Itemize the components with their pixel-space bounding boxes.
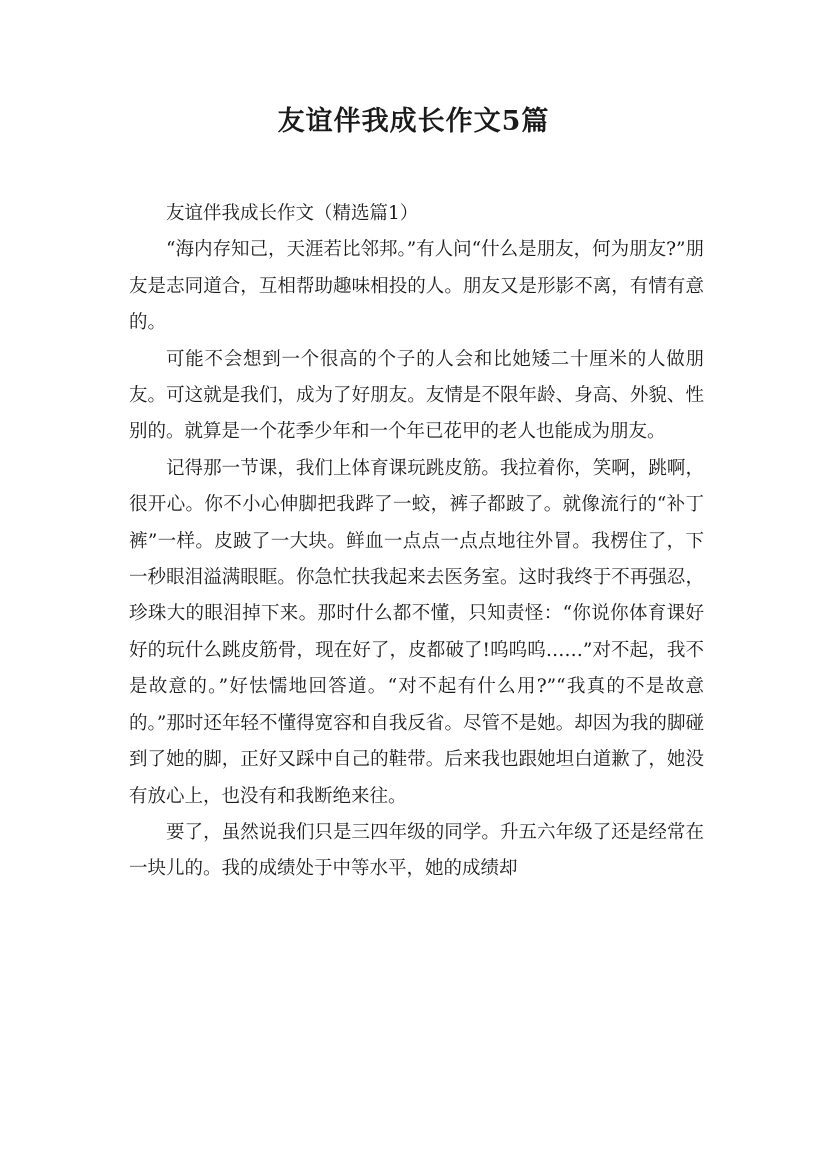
paragraph: 可能不会想到一个很高的个子的人会和比她矮二十厘米的人做朋友。可这就是我们，成为了好朋友。友情是不限年龄、身高、外貌、性别的。就算是一个花季少年和一个年已花甲的老人也能成为朋友。 (129, 348, 704, 443)
paragraph: “海内存知己，天涯若比邻邦。”有人问“什么是朋友，何为朋友?”朋友是志同道合，互相帮助趣味相投的人。朋友又是形影不离，有情有意的。 (129, 239, 705, 334)
section-heading: 友谊伴我成长作文（精选篇1） (166, 203, 419, 224)
paragraph: 记得那一节课，我们上体育课玩跳皮筋。我拉着你，笑啊，跳啊，很开心。你不小心伸脚把我跸了一蛟，裤子都跛了。就像流行的“补丁裤”一样。皮跛了一大块。鲜血一点点一点点地往外冒。我楞住了，下一秒眼泪溢满眼眶。你急忙扶我起来去医务室。这时我终于不再强忍，珍珠大的眼泪掉下来。那时什么都不懂，只知责怪：“你说你体育课好好的玩什么跳皮筋骨，现在好了，皮都破了!呜呜呜……”对不起，我不是故意的。”好怯懦地回答道。“对不起有什么用?”“我真的不是故意的。”那时还年轻不懂得宽容和自我反省。尽管不是她。却因为我的脚碰到了她的脚，正好又踩中自己的鞋带。后来我也跟她坦白道歉了，她没有放心上，也没有和我断绝来往。 (129, 457, 704, 807)
page-title: 友谊伴我成长作文5篇 (277, 106, 550, 137)
article-body (129, 196, 704, 888)
paragraph: 要了，虽然说我们只是三四年级的同学。升五六年级了还是经常在一块儿的。我的成绩处于中等水平，她的成绩却 (129, 821, 704, 880)
